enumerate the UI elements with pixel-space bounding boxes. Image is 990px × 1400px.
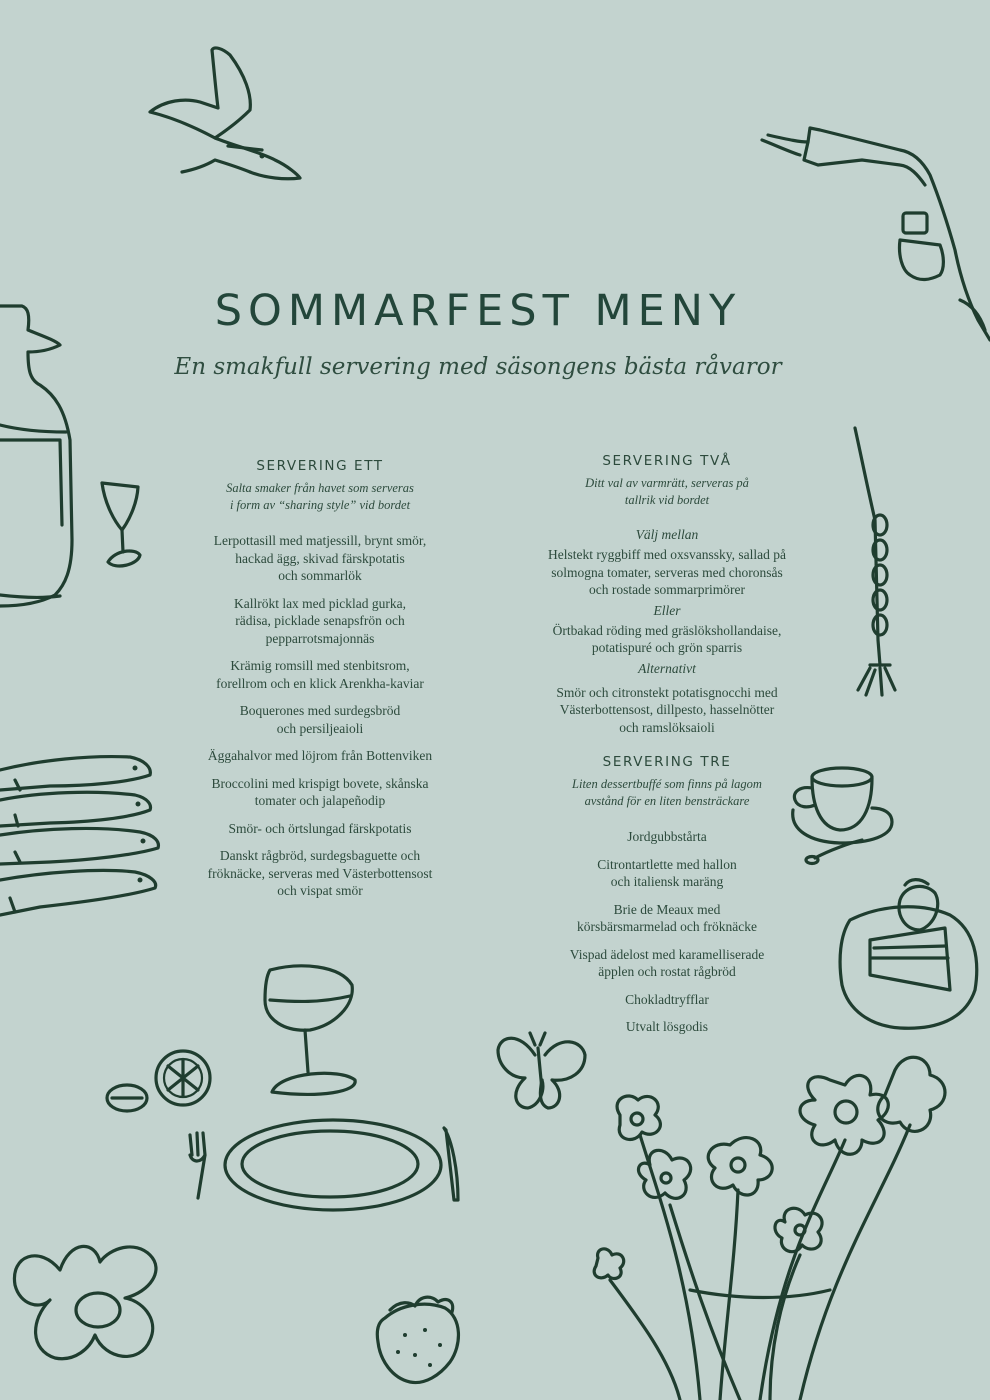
page-title: SOMMARFEST MENY: [214, 286, 742, 336]
item-line: Brie de Meaux med: [613, 901, 721, 917]
item-line: Citrontartlette med hallon: [597, 856, 737, 872]
menu-item: [190, 595, 450, 648]
alt-label: Alternativt: [638, 660, 696, 676]
herb-bunch-icon: [855, 428, 895, 695]
menu-item: [527, 856, 807, 891]
page-subtitle: En smakfull servering med säsongens bästa råvaror: [174, 354, 782, 380]
item-line: pepparrotsmajonnäs: [265, 630, 375, 646]
item-line: Danskt rågbröd, surdegsbaguette och: [219, 848, 421, 863]
item-line: solmogna tomater, serveras med choronsås: [551, 564, 783, 580]
course-three: [527, 754, 807, 1046]
menu-item: [190, 532, 450, 585]
item-line: och italiensk maräng: [610, 874, 724, 889]
item-line: och sommarlök: [278, 568, 362, 583]
fish-icon: [0, 757, 158, 915]
item-line: hackad ägg, skivad färskpotatis: [235, 550, 405, 566]
menu-item: [190, 847, 450, 900]
item-line: Äggahalvor med löjrom från Bottenviken: [207, 748, 433, 763]
item-line: Boquerones med surdegsbröd: [239, 703, 401, 718]
water-bottle-icon: [0, 306, 72, 606]
coffee-cup-icon: [793, 768, 892, 864]
desc-line: i form av “sharing style” vid bordet: [229, 498, 411, 512]
item-line: fröknäcke, serveras med Västerbottensost: [207, 865, 433, 881]
menu-item: [190, 657, 450, 692]
item-line: potatispuré och grön sparris: [591, 640, 743, 655]
item-line: Utvalt lösgodis: [625, 1019, 709, 1034]
or-label: Eller: [653, 602, 681, 618]
seagull-icon: [150, 48, 300, 179]
item-line: tomater och jalapeñodip: [254, 793, 386, 808]
course-one-description: [190, 480, 450, 514]
item-line: körsbärsmarmelad och fröknäcke: [577, 919, 757, 934]
menu-item: [190, 820, 450, 838]
desc-line: Liten dessertbuffé som finns på lagom: [572, 777, 762, 791]
item-line: Örtbakad röding med gräslökshollandaise,: [552, 622, 782, 638]
item-line: rädisa, picklade senapsfrön och: [235, 613, 405, 628]
desc-line: Ditt val av varmrätt, serveras på: [585, 476, 749, 490]
item-line: Chokladtryfflar: [625, 991, 709, 1007]
menu-item: [190, 775, 450, 810]
course-one: [190, 458, 450, 910]
flower-bouquet-icon: [594, 1057, 945, 1400]
menu-item: [527, 901, 807, 936]
flower-icon: [14, 1246, 156, 1358]
course-two-description: [527, 475, 807, 509]
item-line: Västerbottensost, dillpesto, hasselnötter: [559, 702, 775, 717]
menu-item: [527, 622, 807, 657]
menu-item: [527, 1018, 807, 1036]
item-line: och rostade sommarprimörer: [589, 582, 745, 597]
item-line: forellrom och en klick Arenkha-kaviar: [216, 675, 424, 691]
menu-item: [527, 546, 807, 599]
item-line: Lerpottasill med matjessill, brynt smör,: [213, 533, 427, 548]
menu-item: [527, 828, 807, 846]
course-one-heading: SERVERING ETT: [256, 458, 384, 474]
menu-item: [190, 702, 450, 737]
course-three-description: [527, 776, 807, 810]
item-line: och ramslöksaioli: [619, 719, 715, 735]
item-line: Jordgubbstårta: [627, 829, 707, 844]
course-two-heading: SERVERING TVÅ: [602, 453, 732, 469]
item-line: Smör och citronstekt potatisgnocchi med: [556, 684, 778, 700]
strawberry-icon: [377, 1297, 458, 1382]
menu-item: [527, 991, 807, 1009]
cake-slice-icon: [840, 880, 977, 1029]
item-line: och vispat smör: [277, 883, 363, 898]
course-two: [527, 453, 807, 746]
choose-label: Välj mellan: [635, 527, 699, 542]
item-line: äpplen och rostat rågbröd: [598, 964, 736, 979]
item-line: och persiljeaioli: [276, 720, 364, 736]
desc-line: tallrik vid bordet: [624, 493, 710, 507]
menu-item: [527, 684, 807, 737]
menu-item: [527, 946, 807, 981]
item-line: Kallrökt lax med picklad gurka,: [233, 595, 407, 611]
wine-glass-icon: [102, 483, 140, 566]
place-setting-icon: [107, 966, 458, 1210]
course-three-heading: SERVERING TRE: [602, 754, 732, 770]
item-line: Smör- och örtslungad färskpotatis: [228, 820, 412, 836]
item-line: Helstekt ryggbiff med oxsvanssky, sallad på: [547, 547, 787, 562]
item-line: Broccolini med krispigt bovete, skånska: [211, 775, 429, 791]
desc-line: avstånd för en liten bensträckare: [584, 794, 750, 808]
desc-line: Salta smaker från havet som serveras: [226, 481, 414, 495]
menu-item: [190, 747, 450, 765]
item-line: Krämig romsill med stenbitsrom,: [230, 658, 410, 673]
item-line: Vispad ädelost med karamelliserade: [569, 946, 765, 962]
